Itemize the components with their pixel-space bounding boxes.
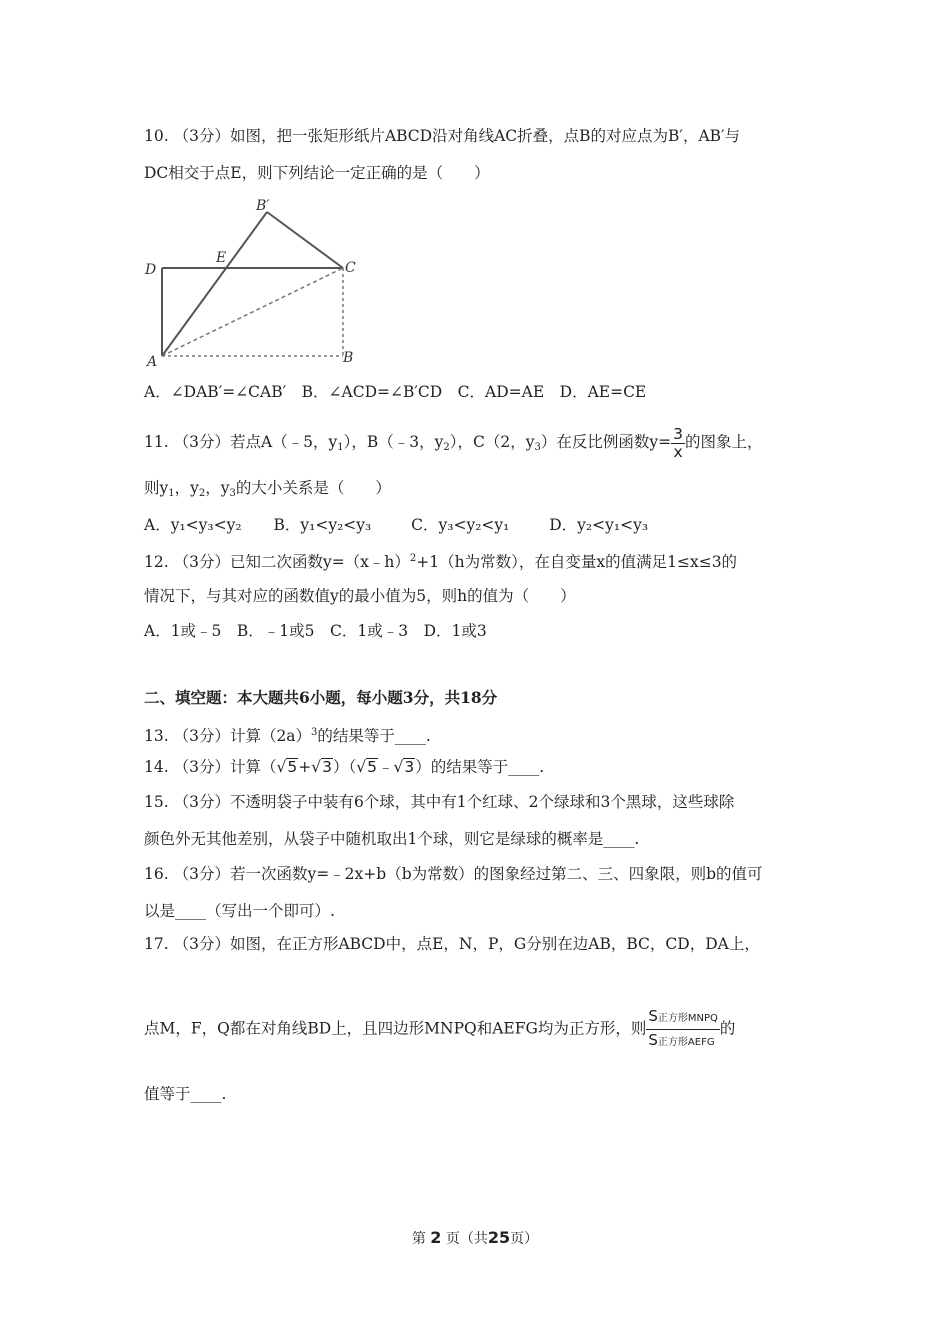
q11-frac-den: x — [673, 442, 683, 461]
page-footer — [0, 1228, 950, 1248]
q17-line2 — [144, 1006, 735, 1053]
q14-sqrt-3a: √3 — [311, 758, 332, 776]
q12-l1-sup: 2 — [409, 553, 417, 564]
q14-r1: 5 — [287, 758, 298, 776]
q11-l2-c1: ，y — [174, 479, 199, 497]
q13-pre: 13. （3分）计算（2a） — [144, 727, 312, 745]
q17-l2-pre: 点M，F，Q都在对角线BD上，且四边形MNPQ和AEFG均为正方形，则 — [144, 1019, 647, 1038]
q17-line1: 17. （3分）如图，在正方形ABCD中，点E，N，P，G分别在边AB，BC，CD，DA上， — [144, 935, 760, 953]
q11-line1 — [144, 424, 763, 466]
q17-fraction — [646, 1006, 720, 1053]
q17-frac-den — [646, 1030, 720, 1053]
q17-den-sub: 正方形AEFG — [657, 1037, 715, 1048]
q14-r4: 3 — [404, 758, 415, 776]
q11-opt-d: D．y₂<y₁<y₃ — [549, 516, 649, 534]
q17-line3: 值等于____. — [144, 1085, 227, 1103]
label-A: A — [147, 354, 158, 370]
diagonal-AC — [162, 268, 343, 356]
q12-line1 — [144, 549, 737, 572]
q11-l1-post: 的图象上， — [685, 433, 763, 451]
q11-l2-c2: ，y — [205, 479, 230, 497]
q11-l1-mid2: ），C（2，y — [449, 433, 535, 451]
q10-figure — [140, 196, 370, 371]
q17-num-s: S — [648, 1007, 658, 1025]
q17-num-sub: 正方形MNPQ — [657, 1013, 718, 1024]
q14-op2: ﹣ — [378, 758, 394, 776]
q12-line2: 情况下，与其对应的函数值y的最小值为5，则h的值为（ ） — [144, 587, 576, 605]
footer-pre: 第 — [411, 1231, 426, 1247]
q11-line2 — [144, 478, 391, 504]
q12-l1-post: +1（h为常数），在自变量x的值满足1≤x≤3的 — [416, 553, 738, 571]
label-D: D — [145, 262, 157, 278]
q14-sqrt-3b: √3 — [393, 758, 415, 776]
q11-l1-s2: 2 — [443, 442, 450, 453]
q14-r2: 3 — [322, 758, 332, 776]
q16-line1: 16. （3分）若一次函数y=﹣2x+b（b为常数）的图象经过第二、三、四象限，则b的值可 — [144, 865, 763, 883]
q11-l2-s1: 1 — [168, 488, 175, 499]
label-B: B — [343, 350, 354, 366]
edge-AB-prime — [162, 212, 267, 356]
q14-pre: 14. （3分）计算（ — [144, 758, 277, 776]
q17-den-s: S — [648, 1031, 658, 1049]
q12-options: A．1或﹣5 B．﹣1或5 C．1或﹣3 D．1或3 — [144, 622, 487, 640]
q11-l2-s3: 3 — [229, 488, 236, 499]
q11-l1-mid1: ），B（﹣3，y — [343, 433, 444, 451]
q10-line2: DC相交于点E，则下列结论一定正确的是（ ） — [144, 164, 490, 182]
q17-l2-post: 的 — [719, 1019, 736, 1038]
q15-line2: 颜色外无其他差别，从袋子中随机取出1个球，则它是绿球的概率是____. — [144, 830, 640, 848]
q11-l1-mid3: ）在反比例函数y= — [540, 433, 672, 451]
q13-sup: 3 — [311, 727, 318, 738]
q14-sqrt-5b: √5 — [356, 758, 378, 776]
q11-l2-post: 的大小关系是（ ） — [235, 479, 391, 497]
footer-post: 页） — [510, 1231, 539, 1247]
q10-line1: 10. （3分）如图，把一张矩形纸片ABCD沿对角线AC折叠，点B的对应点为B′，AB′与 — [144, 127, 741, 145]
label-C: C — [345, 260, 356, 276]
q13-post: 的结果等于____. — [317, 727, 431, 745]
q16-line2: 以是____（写出一个即可）. — [144, 902, 335, 920]
footer-total: 25 — [487, 1228, 511, 1247]
q11-l2-s2: 2 — [198, 488, 206, 499]
q10-options: A．∠DAB′=∠CAB′ B．∠ACD=∠B′CD C．AD=AE D．AE=CE — [144, 383, 647, 401]
q11-options — [144, 515, 648, 535]
q14-post: ）的结果等于____. — [415, 758, 545, 776]
q13 — [144, 723, 431, 746]
q11-l1-s3: 3 — [534, 442, 541, 453]
q11-l1-pre: 11. （3分）若点A（﹣5，y — [144, 433, 338, 451]
q15-line1: 15. （3分）不透明袋子中装有6个球，其中有1个红球、2个绿球和3个黑球，这些球除 — [144, 793, 735, 811]
q17-frac-num — [646, 1006, 720, 1030]
q11-frac-num: 3 — [673, 424, 684, 443]
q14-sqrt-5a: √5 — [276, 758, 298, 776]
q11-fraction — [671, 426, 685, 461]
q14-mid: ）（ — [332, 758, 357, 776]
q11-opt-b: B．y₁<y₂<y₃ — [273, 516, 372, 534]
q11-opt-c: C．y₃<y₂<y₁ — [411, 516, 510, 534]
section2-title: 二、填空题：本大题共6小题，每小题3分，共18分 — [144, 688, 498, 707]
footer-mid: 页（共 — [445, 1231, 488, 1247]
q11-l2-pre: 则y — [144, 479, 169, 497]
edge-B-prime-C — [267, 212, 343, 268]
q11-opt-a: A．y₁<y₃<y₂ — [144, 516, 242, 534]
q12-l1-pre: 12. （3分）已知二次函数y=（x﹣h） — [144, 553, 410, 571]
q14-r3: 5 — [367, 758, 378, 776]
label-B-prime: B′ — [256, 198, 270, 214]
q14 — [144, 757, 544, 777]
q11-l1-s1: 1 — [337, 442, 344, 453]
footer-page: 2 — [430, 1228, 442, 1247]
label-E: E — [216, 250, 227, 266]
q14-op1: + — [298, 758, 312, 776]
